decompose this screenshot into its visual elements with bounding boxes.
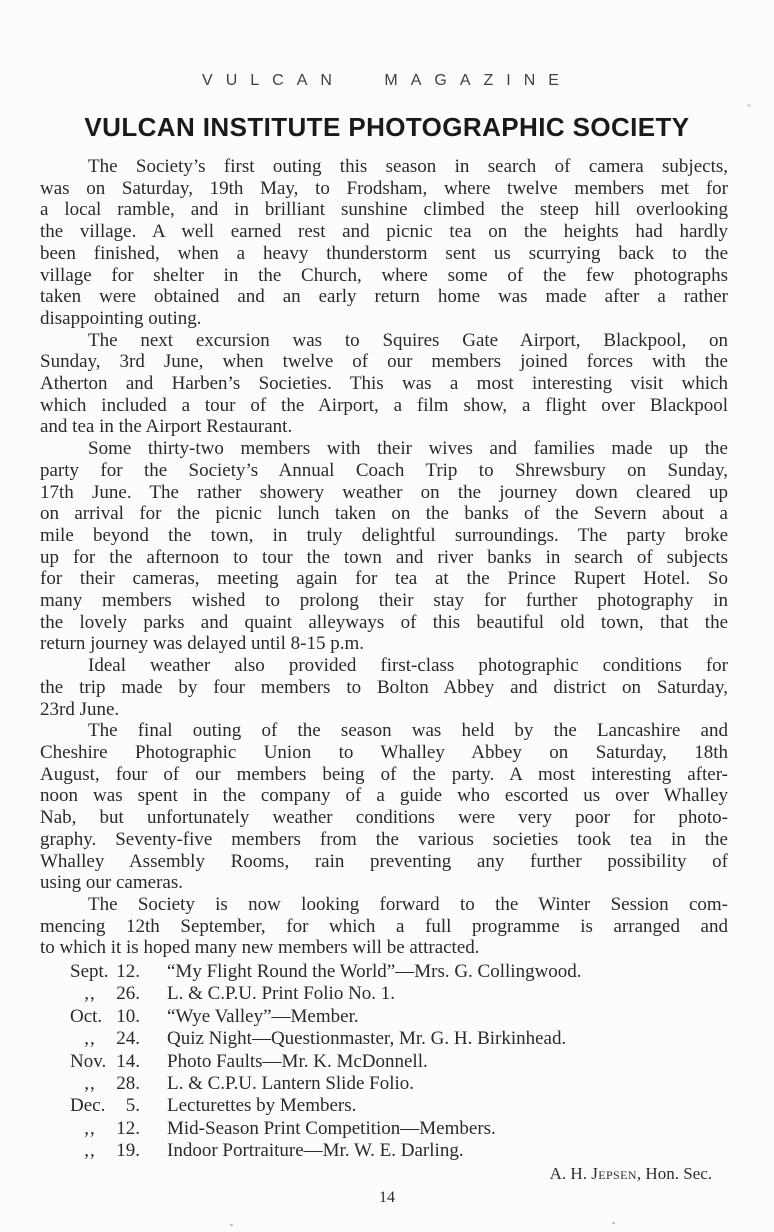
text-line: the village. A well earned rest and picnic tea on the heights had hardly — [40, 221, 728, 243]
programme-day: 5. — [125, 1095, 140, 1117]
magazine-header: VULCAN MAGAZINE — [202, 72, 572, 89]
programme-month-ditto: ,, — [84, 983, 96, 1005]
paragraph — [40, 330, 728, 439]
programme-day: 12. — [116, 961, 140, 983]
text-line: taken were obtained and an early return home was made after a rather — [40, 286, 728, 308]
programme-day: 26. — [116, 983, 140, 1005]
scan-speck — [612, 1222, 615, 1224]
paragraph — [40, 156, 728, 330]
article-title: VULCAN INSTITUTE PHOTOGRAPHIC SOCIETY — [84, 112, 690, 142]
text-line: to which it is hoped many new members will be attracted. — [40, 937, 480, 959]
programme-item: “My Flight Round the World”—Mrs. G. Collingwood. — [167, 961, 582, 983]
paragraph — [40, 438, 728, 655]
programme-month-ditto: ,, — [84, 1028, 96, 1050]
programme-item: L. & C.P.U. Print Folio No. 1. — [167, 983, 396, 1005]
text-line: party for the Society’s Annual Coach Trip to Shrewsbury on Sunday, — [40, 459, 728, 481]
text-line: a local ramble, and in brilliant sunshine climbed the steep hill overlooking — [40, 199, 728, 221]
text-line: the trip made by four members to Bolton Abbey and district on Saturday, — [40, 676, 728, 698]
text-line: on arrival for the picnic lunch taken on the banks of the Severn about a — [40, 503, 728, 525]
programme-month: Sept. — [70, 961, 109, 983]
programme-row — [40, 1028, 728, 1050]
text-line: village for shelter in the Church, where some of the few photographs — [40, 264, 728, 286]
programme-item: L. & C.P.U. Lantern Slide Folio. — [167, 1073, 414, 1095]
text-line: Sunday, 3rd June, when twelve of our members joined forces with the — [40, 351, 728, 373]
text-line: return journey was delayed until 8-15 p.m. — [40, 633, 364, 655]
text-line: 23rd June. — [40, 698, 120, 720]
text-line: the lovely parks and quaint alleyways of this beautiful old town, that the — [40, 611, 728, 633]
text-line: many members wished to prolong their stay for further photography in — [40, 590, 728, 612]
programme-month-ditto: ,, — [84, 1073, 96, 1095]
text-line: Cheshire Photographic Union to Whalley Abbey on Saturday, 18th — [40, 741, 728, 763]
programme-row — [40, 1118, 728, 1140]
page-number: 14 — [379, 1189, 395, 1206]
programme-item: Lecturettes by Members. — [167, 1095, 357, 1117]
programme-month-ditto: ,, — [84, 1140, 96, 1162]
signature-line — [40, 1164, 728, 1184]
programme-day: 24. — [116, 1028, 140, 1050]
programme-month: Oct. — [70, 1005, 103, 1027]
scan-speck — [230, 1224, 233, 1226]
text-line: mencing 12th September, for which a full programme is arranged and — [40, 915, 728, 937]
programme-row — [40, 1095, 728, 1117]
text-line: The Society’s first outing this season in search of camera subjects, — [88, 156, 728, 177]
text-line: up for the afternoon to tour the town and river banks in search of subjects — [40, 546, 728, 568]
programme-row — [40, 1051, 728, 1073]
text-line: been finished, when a heavy thunderstorm sent us scurrying back to the — [40, 242, 728, 264]
programme-row — [40, 983, 728, 1005]
programme-month: Dec. — [70, 1095, 106, 1117]
text-line: Nab, but unfortunately weather conditions were very poor for photo- — [40, 807, 728, 829]
programme-list — [40, 961, 728, 1163]
programme-item: Mid-Season Print Competition—Members. — [167, 1117, 496, 1139]
text-line: for their cameras, meeting again for tea at the Prince Rupert Hotel. So — [40, 568, 728, 590]
programme-day: 10. — [116, 1005, 140, 1027]
text-line: graphy. Seventy-five members from the various societies took tea in the — [40, 828, 728, 850]
programme-day: 19. — [116, 1140, 140, 1162]
programme-row — [40, 961, 728, 983]
text-line: 17th June. The rather showery weather on the journey down cleared up — [40, 481, 728, 503]
signature-name: Jepsen — [591, 1163, 637, 1183]
paragraph — [40, 894, 728, 959]
text-line: noon was spent in the company of a guide who escorted us over Whalley — [40, 785, 728, 807]
programme-item: Indoor Portraiture—Mr. W. E. Darling. — [167, 1140, 464, 1162]
programme-item: Photo Faults—Mr. K. McDonnell. — [167, 1050, 428, 1072]
signature-prefix: A. H. — [549, 1163, 592, 1183]
programme-row — [40, 1006, 728, 1028]
programme-row — [40, 1140, 728, 1162]
text-line: Whalley Assembly Rooms, rain preventing any further possibility of — [40, 850, 728, 872]
programme-item: Quiz Night—Questionmaster, Mr. G. H. Birkinhead. — [167, 1028, 567, 1050]
programme-day: 12. — [116, 1117, 140, 1139]
signature-suffix: , Hon. Sec. — [636, 1163, 712, 1183]
text-line: The next excursion was to Squires Gate Airport, Blackpool, on — [88, 329, 728, 351]
text-line: and tea in the Airport Restaurant. — [40, 416, 293, 438]
text-line: August, four of our members being of the party. A most interesting after- — [40, 763, 728, 785]
text-line: The final outing of the season was held by the Lancashire and — [88, 720, 728, 742]
text-line: which included a tour of the Airport, a film show, a flight over Blackpool — [40, 394, 728, 416]
text-line: Atherton and Harben’s Societies. This was a most interesting visit which — [40, 373, 728, 395]
programme-day: 28. — [116, 1073, 140, 1095]
text-line: Ideal weather also provided first-class photographic conditions for — [88, 655, 728, 677]
text-line: mile beyond the town, in truly delightful surroundings. The party broke — [40, 524, 728, 546]
text-line: Some thirty-two members with their wives and families made up the — [88, 438, 728, 460]
programme-item: “Wye Valley”—Member. — [167, 1005, 359, 1027]
scan-speck — [747, 104, 751, 107]
programme-month-ditto: ,, — [84, 1117, 96, 1139]
article-paragraphs — [40, 156, 728, 959]
programme-day: 14. — [116, 1050, 140, 1072]
text-line: The Society is now looking forward to the Winter Session com- — [88, 893, 728, 915]
programme-row — [40, 1073, 728, 1095]
paragraph — [40, 720, 728, 894]
text-line: was on Saturday, 19th May, to Frodsham, where twelve members met for — [40, 177, 728, 199]
text-line: disappointing outing. — [40, 307, 202, 329]
text-line: using our cameras. — [40, 872, 183, 894]
article-body — [40, 156, 728, 1184]
programme-month: Nov. — [70, 1050, 107, 1072]
paragraph — [40, 655, 728, 720]
